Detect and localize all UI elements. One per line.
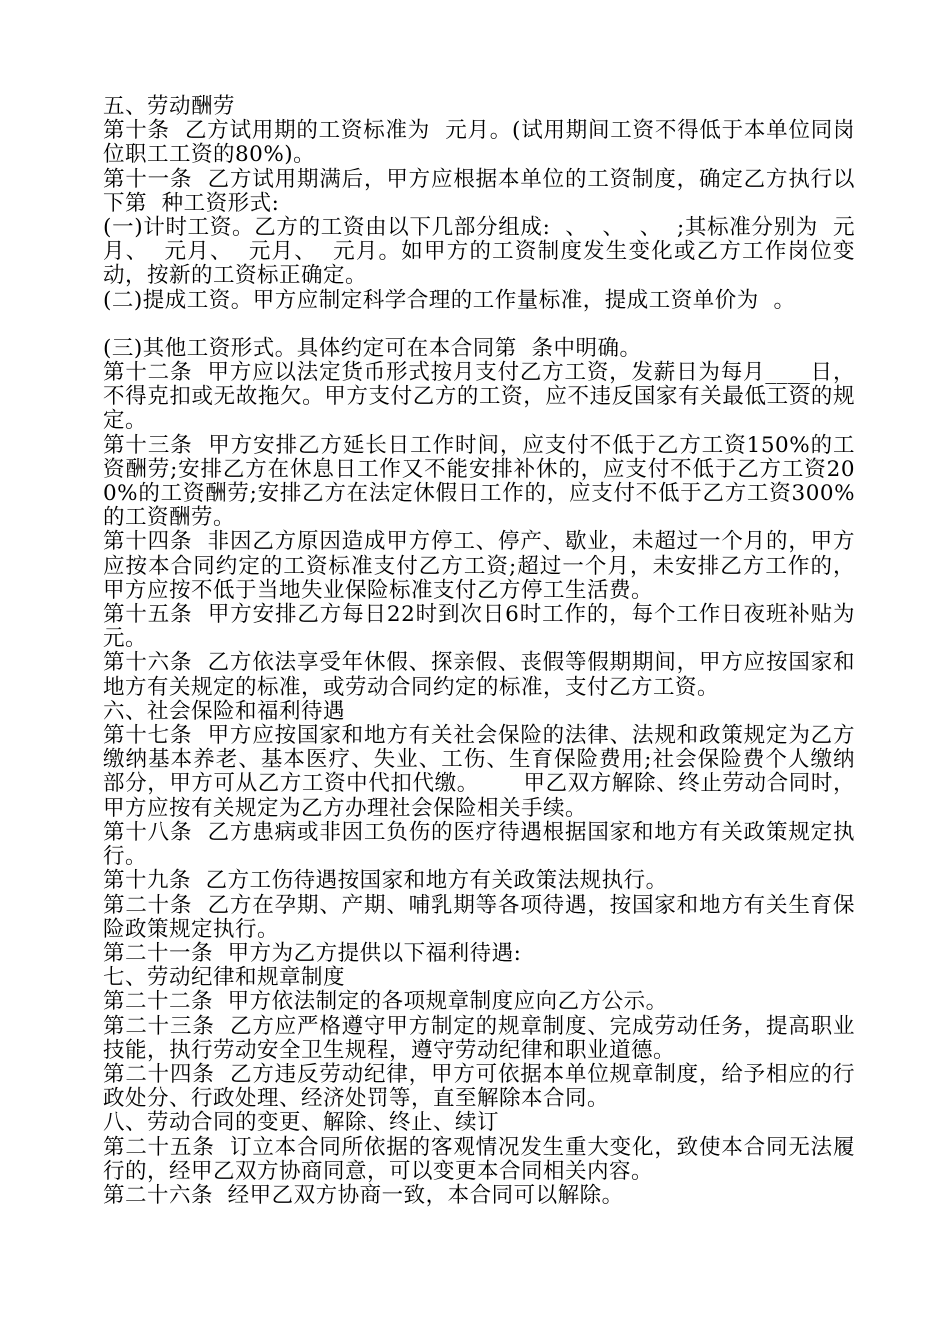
article-11: 第十一条 乙方试用期满后，甲方应根据本单位的工资制度，确定乙方执行以下第 种工资形式: — [103, 166, 855, 216]
article-17: 第十七条 甲方应按国家和地方有关社会保险的法律、法规和政策规定为乙方缴纳基本养老、基本医疗、失业、工伤、生育保险费用;社会保险费个人缴纳部分，甲方可从乙方工资中代扣代缴。 甲乙双方解除、终止劳动合同时，甲方应按有关规定为乙方办理社会保险相关手续。 — [103, 723, 855, 821]
article-24: 第二十四条 乙方违反劳动纪律，甲方可依据本单位规章制度，给予相应的行政处分、行政处理、经济处罚等，直至解除本合同。 — [103, 1061, 855, 1112]
section-7-heading: 七、劳动纪律和规章制度 — [103, 965, 346, 991]
article-16: 第十六条 乙方依法享受年休假、探亲假、丧假等假期期间，甲方应按国家和地方有关规定的标准，或劳动合同约定的标准，支付乙方工资。 — [103, 650, 855, 700]
article-18: 第十八条 乙方患病或非因工负伤的医疗待遇根据国家和地方有关政策规定执行。 — [103, 819, 855, 870]
article-21: 第二十一条 甲方为乙方提供以下福利待遇: — [103, 940, 522, 966]
article-11-item-1: (一)计时工资。乙方的工资由以下几部分组成: 、 、 、 ;其标准分别为 元月、 元月、 元月、 元月。如甲方的工资制度发生变化或乙方工作岗位变动，按新的工资标正确定。 — [103, 215, 855, 289]
article-20: 第二十条 乙方在孕期、产期、哺乳期等各项待遇，按国家和地方有关生育保险政策规定执行。 — [103, 892, 855, 942]
article-15: 第十五条 甲方安排乙方每日22时到次日6时工作的，每个工作日夜班补贴为 元。 — [103, 602, 870, 652]
article-19: 第十九条 乙方工伤待遇按国家和地方有关政策法规执行。 — [103, 868, 668, 894]
section-8-heading: 八、劳动合同的变更、解除、终止、续订 — [103, 1110, 500, 1136]
paragraph-spacer — [103, 313, 855, 337]
article-26: 第二十六条 经甲乙双方协商一致，本合同可以解除。 — [103, 1182, 624, 1208]
article-12: 第十二条 甲方应以法定货币形式按月支付乙方工资，发薪日为每月____日，不得克扣或无故拖欠。甲方支付乙方的工资，应不违反国家有关最低工资的规定。 — [103, 360, 855, 434]
article-23: 第二十三条 乙方应严格遵守甲方制定的规章制度、完成劳动任务，提高职业技能，执行劳动安全卫生规程，遵守劳动纪律和职业道德。 — [103, 1013, 855, 1063]
article-25: 第二十五条 订立本合同所依据的客观情况发生重大变化，致使本合同无法履行的，经甲乙双方协商同意，可以变更本合同相关内容。 — [103, 1134, 855, 1184]
article-11-item-2: (二)提成工资。甲方应制定科学合理的工作量标准，提成工资单价为 。 — [103, 287, 796, 313]
article-13: 第十三条 甲方安排乙方延长日工作时间，应支付不低于乙方工资150%的工资酬劳;安排乙方在休息日工作又不能安排补休的，应支付不低于乙方工资200%的工资酬劳;安排乙方在法定休假日工作的，应支付不低于乙方工资300%的工资酬劳。 — [103, 432, 855, 531]
article-22: 第二十二条 甲方依法制定的各项规章制度应向乙方公示。 — [103, 989, 668, 1015]
article-11-item-3: (三)其他工资形式。具体约定可在本合同第 条中明确。 — [103, 335, 642, 361]
section-6-heading: 六、社会保险和福利待遇 — [103, 698, 346, 724]
article-14: 第十四条 非因乙方原因造成甲方停工、停产、歇业，未超过一个月的，甲方应按本合同约定的工资标准支付乙方工资;超过一个月，未安排乙方工作的，甲方应按不低于当地失业保险标准支付乙方停工生活费。 — [103, 529, 855, 603]
section-5-heading: 五、劳动酬劳 — [103, 94, 236, 119]
document-page — [103, 94, 870, 1208]
article-10: 第十条 乙方试用期的工资标准为 元月。(试用期间工资不得低于本单位同岗位职工工资的80%)。 — [103, 118, 855, 168]
